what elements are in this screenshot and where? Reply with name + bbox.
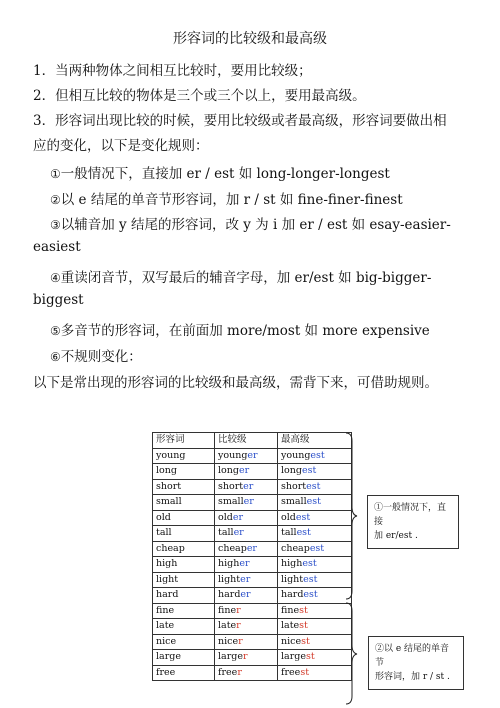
cell-base: hard	[153, 588, 215, 604]
note-rule-1	[367, 495, 459, 549]
cell-superlative: finest	[278, 603, 352, 619]
paragraph-3-line-1: 3．形容词出现比较的时候，要用比较级或者最高级，形容词要做出相	[33, 113, 447, 129]
cell-base: large	[153, 650, 215, 666]
brace-group-1	[344, 431, 358, 601]
cell-comparative: cheaper	[215, 541, 278, 557]
adjective-comparison-table	[152, 432, 352, 681]
cell-base: nice	[153, 634, 215, 650]
cell-base: fine	[153, 603, 215, 619]
table-row	[153, 603, 352, 619]
cell-comparative: harder	[215, 588, 278, 604]
cell-comparative: taller	[215, 526, 278, 542]
page-title: 形容词的比较级和最高级	[173, 31, 327, 47]
summary-line: 以下是常出现的形容词的比较级和最高级，需背下来，可借助规则。	[33, 375, 438, 391]
header-comparative: 比较级	[215, 433, 278, 449]
rule-4-continued: biggest	[33, 292, 84, 308]
rule-5: ⑤多音节的形容词，在前面加 more/most 如 more expensive	[50, 323, 430, 339]
cell-superlative: freest	[278, 665, 352, 681]
table-row	[153, 650, 352, 666]
cell-superlative: cheapest	[278, 541, 352, 557]
cell-base: old	[153, 510, 215, 526]
note-rule-1-line-2: 加 er/est .	[374, 531, 418, 541]
cell-superlative: youngest	[278, 448, 352, 464]
cell-superlative: highest	[278, 557, 352, 573]
cell-superlative: smallest	[278, 495, 352, 511]
cell-base: short	[153, 479, 215, 495]
rule-1: ①一般情况下，直接加 er / est 如 long-longer-longest	[50, 166, 390, 182]
cell-base: small	[153, 495, 215, 511]
cell-comparative: smaller	[215, 495, 278, 511]
rule-2: ②以 e 结尾的单音节形容词，加 r / st 如 fine-finer-finest	[50, 192, 403, 208]
table-body	[153, 448, 352, 681]
table-row	[153, 526, 352, 542]
cell-base: high	[153, 557, 215, 573]
header-superlative: 最高级	[278, 433, 352, 449]
cell-base: light	[153, 572, 215, 588]
table-row	[153, 510, 352, 526]
cell-superlative: tallest	[278, 526, 352, 542]
cell-comparative: larger	[215, 650, 278, 666]
paragraph-2: 2．但相互比较的物体是三个或三个以上，要用最高级。	[33, 88, 366, 104]
table-row	[153, 557, 352, 573]
paragraph-3-line-2: 应的变化，以下是变化规则：	[33, 138, 209, 154]
cell-base: long	[153, 464, 215, 480]
cell-comparative: finer	[215, 603, 278, 619]
cell-comparative: higher	[215, 557, 278, 573]
table-row	[153, 588, 352, 604]
cell-superlative: lightest	[278, 572, 352, 588]
cell-comparative: shorter	[215, 479, 278, 495]
note-rule-1-line-1: ①一般情况下，直接	[374, 503, 447, 527]
cell-superlative: largest	[278, 650, 352, 666]
cell-superlative: shortest	[278, 479, 352, 495]
cell-comparative: longer	[215, 464, 278, 480]
paragraph-1: 1．当两种物体之间相互比较时，要用比较级；	[33, 63, 312, 79]
rule-4: ④重读闭音节，双写最后的辅音字母，加 er/est 如 big-bigger-	[50, 270, 432, 286]
cell-superlative: latest	[278, 619, 352, 635]
table-row	[153, 619, 352, 635]
rule-3: ③以辅音加 y 结尾的形容词，改 y 为 i 加 er / est 如 esay-easier-	[50, 217, 451, 233]
note-rule-2	[368, 636, 464, 690]
cell-superlative: nicest	[278, 634, 352, 650]
table-row	[153, 479, 352, 495]
note-rule-2-line-2: 形容词，加 r / st .	[375, 672, 450, 682]
table-row	[153, 572, 352, 588]
brace-group-2	[344, 601, 358, 706]
cell-base: tall	[153, 526, 215, 542]
cell-superlative: hardest	[278, 588, 352, 604]
rule-3-continued: easiest	[33, 239, 81, 255]
table-row	[153, 665, 352, 681]
rule-6: ⑥不规则变化：	[50, 349, 142, 365]
cell-comparative: nicer	[215, 634, 278, 650]
header-base: 形容词	[153, 433, 215, 449]
table-row	[153, 541, 352, 557]
cell-comparative: lighter	[215, 572, 278, 588]
cell-base: cheap	[153, 541, 215, 557]
table-row	[153, 495, 352, 511]
cell-base: young	[153, 448, 215, 464]
table-row	[153, 634, 352, 650]
cell-comparative: younger	[215, 448, 278, 464]
table-row	[153, 464, 352, 480]
cell-comparative: freer	[215, 665, 278, 681]
cell-superlative: oldest	[278, 510, 352, 526]
table-header-row	[153, 433, 352, 449]
cell-comparative: older	[215, 510, 278, 526]
note-rule-2-line-1: ②以 e 结尾的单音节	[375, 644, 450, 668]
cell-base: free	[153, 665, 215, 681]
table-row	[153, 448, 352, 464]
cell-comparative: later	[215, 619, 278, 635]
cell-base: late	[153, 619, 215, 635]
cell-superlative: longest	[278, 464, 352, 480]
